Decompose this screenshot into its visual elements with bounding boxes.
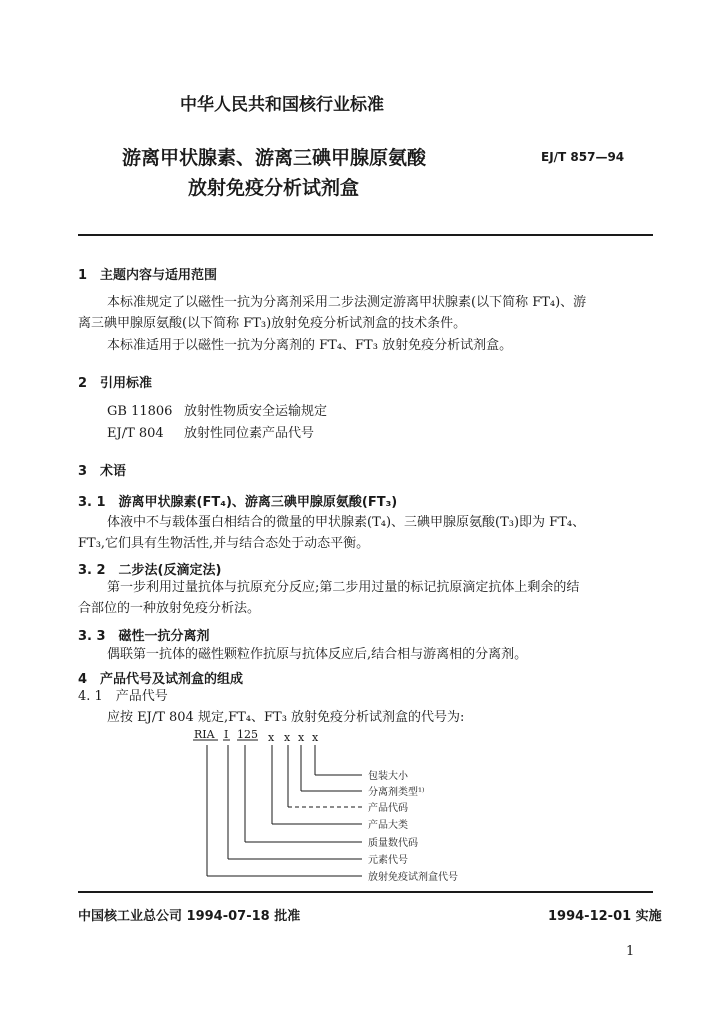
- implementation-date: 1994-12-01 实施: [548, 909, 662, 924]
- diagram-label-mass-number-code: 质量数代码: [368, 838, 418, 849]
- section-1-heading: 1 主题内容与适用范围: [78, 268, 218, 283]
- code-part-ria: RIA: [194, 728, 215, 741]
- diagram-label-product-category: 产品大类: [368, 820, 408, 831]
- section-4-1-heading: 4. 1 产品代号: [78, 689, 168, 704]
- footer-rule: [78, 891, 653, 893]
- reference-code-1: GB 11806: [107, 404, 173, 419]
- term-3-1-line2: FT₃,它们具有生物活性,并与结合态处于动态平衡。: [78, 536, 370, 551]
- section-1-para-line1: 本标准规定了以磁性一抗为分离剂采用二步法测定游离甲状腺素(以下简称 FT₄)、游: [107, 295, 587, 310]
- term-3-2-line2: 合部位的一种放射免疫分析法。: [78, 601, 261, 616]
- doc-title-line2: 放射免疫分析试剂盒: [188, 177, 360, 199]
- reference-title-2: 放射性同位素产品代号: [184, 426, 315, 441]
- reference-title-1: 放射性物质安全运输规定: [184, 404, 328, 419]
- diagram-label-separator-type: 分离剂类型¹⁾: [368, 787, 425, 798]
- diagram-label-kit-code: 放射免疫试剂盒代号: [368, 872, 458, 883]
- doc-title-line1: 游离甲状腺素、游离三碘甲腺原氨酸: [122, 147, 427, 169]
- diagram-label-product-code: 产品代码: [368, 803, 408, 814]
- code-part-x4: x: [312, 731, 319, 744]
- reference-code-2: EJ/T 804: [107, 426, 164, 441]
- section-4-1-line1: 应按 EJ/T 804 规定,FT₄、FT₃ 放射免疫分析试剂盒的代号为:: [107, 710, 465, 725]
- code-part-x2: x: [284, 731, 291, 744]
- section-3-heading: 3 术语: [78, 464, 127, 479]
- term-3-2-heading: 3. 2 二步法(反滴定法): [78, 563, 222, 578]
- section-1-para-line2: 离三碘甲腺原氨酸(以下简称 FT₃)放射免疫分析试剂盒的技术条件。: [78, 316, 467, 331]
- term-3-2-line1: 第一步利用过量抗体与抗原充分反应;第二步用过量的标记抗原滴定抗体上剩余的结: [107, 580, 580, 595]
- code-part-i: I: [224, 728, 229, 741]
- standard-number: EJ/T 857—94: [541, 150, 625, 164]
- section-2-heading: 2 引用标准: [78, 376, 153, 391]
- code-part-x3: x: [298, 731, 305, 744]
- term-3-1-heading: 3. 1 游离甲状腺素(FT₄)、游离三碘甲腺原氨酸(FT₃): [78, 495, 398, 510]
- term-3-1-line1: 体液中不与载体蛋白相结合的微量的甲状腺素(T₄)、三碘甲腺原氨酸(T₃)即为 FT₄、: [107, 515, 586, 530]
- term-3-3-line1: 偶联第一抗体的磁性颗粒作抗原与抗体反应后,结合相与游离相的分离剂。: [107, 647, 528, 662]
- section-1-para2: 本标准适用于以磁性一抗为分离剂的 FT₄、FT₃ 放射免疫分析试剂盒。: [107, 338, 513, 353]
- approval-date: 中国核工业总公司 1994-07-18 批准: [78, 909, 301, 924]
- section-4-heading: 4 产品代号及试剂盒的组成: [78, 672, 244, 687]
- page-number: 1: [626, 944, 635, 959]
- diagram-label-package-size: 包装大小: [368, 771, 408, 782]
- code-part-125: 125: [237, 728, 258, 741]
- term-3-3-heading: 3. 3 磁性一抗分离剂: [78, 629, 210, 644]
- org-title: 中华人民共和国核行业标准: [180, 95, 384, 115]
- diagram-label-element-code: 元素代号: [368, 855, 408, 866]
- code-part-x1: x: [268, 731, 275, 744]
